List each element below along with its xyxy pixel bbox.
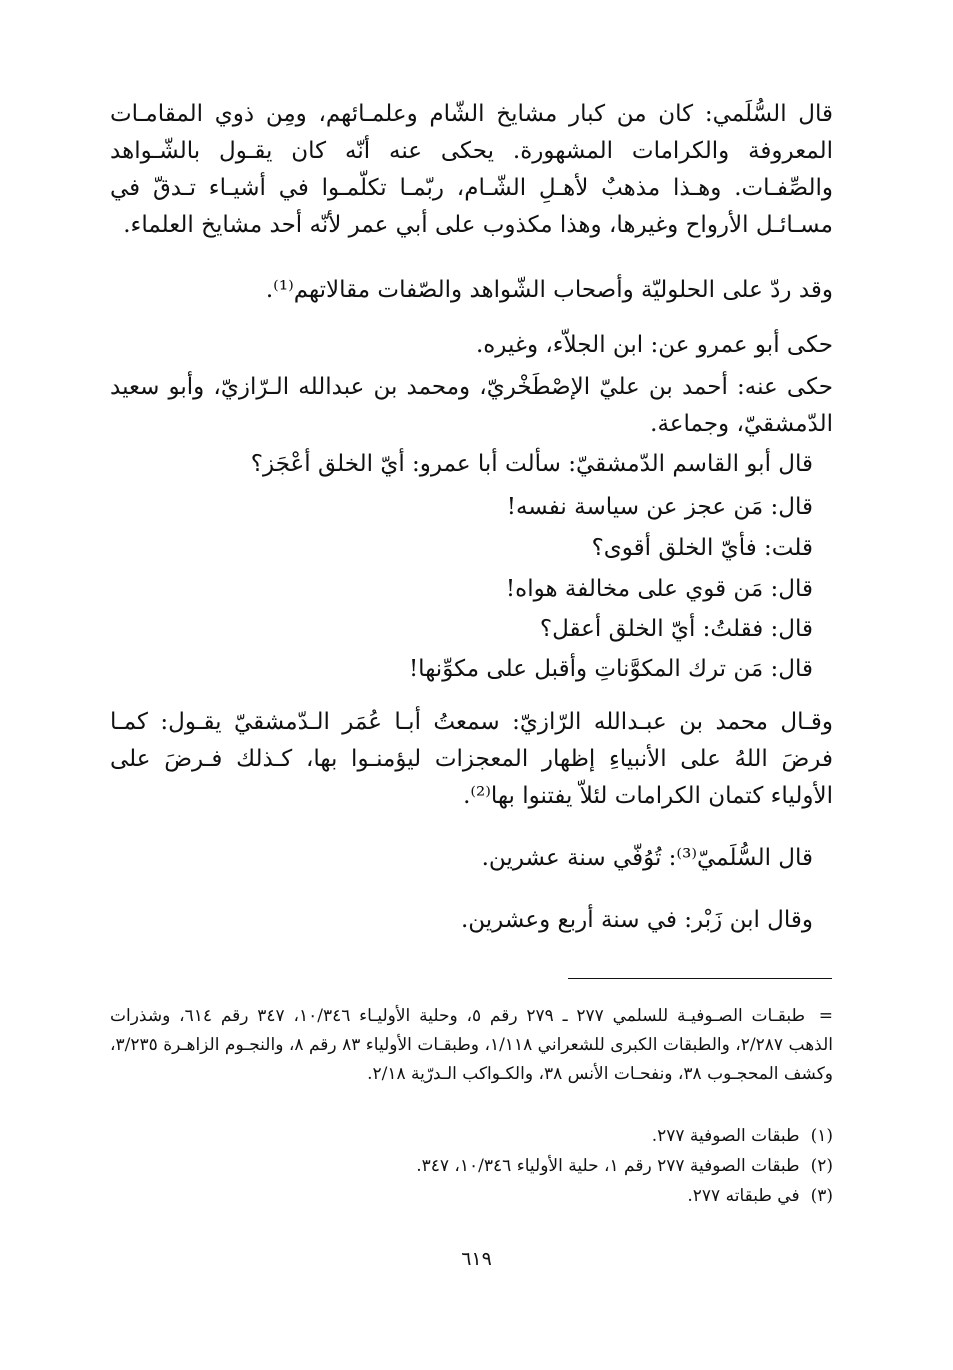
footnote-3-text: في طبقاته ٢٧٧. xyxy=(687,1186,800,1206)
dialogue-line-1: قال أبو القاسم الدّمشقيّ: سألت أبا عمرو: أيّ الخلق أعْجَز؟ xyxy=(250,451,813,477)
paragraph-razi-quote: وقـال محمد بن عبـدالله الرّازيّ: سمعتُ أبـا عُمَر الـدّمشقيّ يقـول: كمـا فرضَ اللهُ على الأنبياءِ إظهار المعجزات ليؤمنـوا بها، كـذلك فـرضَ على الأولياء كتمان الكرامات لئلاّ يفتنوا بها⁽²⁾. xyxy=(110,709,833,809)
footnote-2-mark: (٢) xyxy=(810,1156,833,1176)
dialogue-line-5: قال: فقلتُ: أيّ الخلق أعقل؟ xyxy=(539,616,813,642)
footnote-2-text: طبقات الصوفية ٢٧٧ رقم ١، حلية الأولياء ١٠/٣٤٦، ٣٤٧. xyxy=(416,1156,800,1176)
dialogue-line-4: قال: مَن قوي على مخالفة هواه! xyxy=(505,576,813,602)
page-number: ٦١٩ xyxy=(461,1248,492,1270)
footnote-1-mark: (١) xyxy=(810,1126,833,1146)
footnote-separator xyxy=(568,978,832,979)
dialogue-line-2: قال: مَن عجز عن سياسة نفسه! xyxy=(506,494,813,520)
paragraph-refutation: وقد ردّ على الحلوليّة وأصحاب الشّواهد والصّفات مقالاتهم⁽¹⁾. xyxy=(265,277,833,303)
dialogue-line-3: قلت: فأيّ الخلق أقوى؟ xyxy=(591,535,813,561)
paragraph-sulami-description: قال السُّلَمي: كان من كبار مشايخ الشّام وعلمـائهم، ومِن ذوي المقامـات المعروفة والكرامات المشهورة. يحكى عنه أنّه كان يقـول بالشّـواهد والصِّفـات. وهـذا مذهبٌ لأهـلِ الشّـام، ربّمـا تكلّمـوا في أشيـاء تـدقّ في مسـائـل الأرواح وغيرها، وهذا مكذوب على أبي عمر لأنّه أحد مشايخ العلماء. xyxy=(110,101,833,238)
paragraph-ibn-zabr: وقال ابن زَبْر: في سنة أربع وعشرين. xyxy=(460,907,813,933)
footnote-continuation-text: طبقـات الصـوفيـة للسلمي ٢٧٧ ـ ٢٧٩ رقم ٥، وحلية الأوليـاء ١٠/٣٤٦، ٣٤٧ رقم ٦١٤، وشذرات الذهب ٢/٢٨٧، والطبقات الكبرى للشعراني ١/١١٨، وطبقـات الأولياء ٨٣ رقم ٨، والنجـوم الزاهـرة ٣/٢٣٥، وكشف المحجـوب ٣٨، ونفحـات الأنس ٣٨، والكـواكب الـدرّية ٢/١٨. xyxy=(110,1006,834,1084)
footnote-2 xyxy=(110,1152,833,1181)
footnote-continuation-mark: = xyxy=(818,1006,833,1026)
dialogue-line-6: قال: مَن ترك المكوَّناتِ وأقبل على مكوِّنها! xyxy=(408,656,813,682)
paragraph-narrated-from: حكى أبو عمرو عن: ابن الجلاّء، وغيره. xyxy=(475,332,833,358)
footnote-continuation xyxy=(110,1002,833,1089)
footnote-3-mark: (٣) xyxy=(810,1186,833,1206)
paragraph-death-year: قال السُّلَميّ⁽³⁾: تُوُفّي سنة عشرين. xyxy=(481,845,813,871)
footnote-1-text: طبقات الصوفية ٢٧٧. xyxy=(651,1126,800,1146)
footnote-1 xyxy=(110,1122,833,1151)
paragraph-narrated-by: حكى عنه: أحمد بن عليّ الإصْطَخْريّ، ومحمد بن عبدالله الـرّازيّ، وأبو سعيد الدّمشقيّ، وجماعة. xyxy=(110,374,833,437)
footnote-3 xyxy=(110,1182,833,1211)
